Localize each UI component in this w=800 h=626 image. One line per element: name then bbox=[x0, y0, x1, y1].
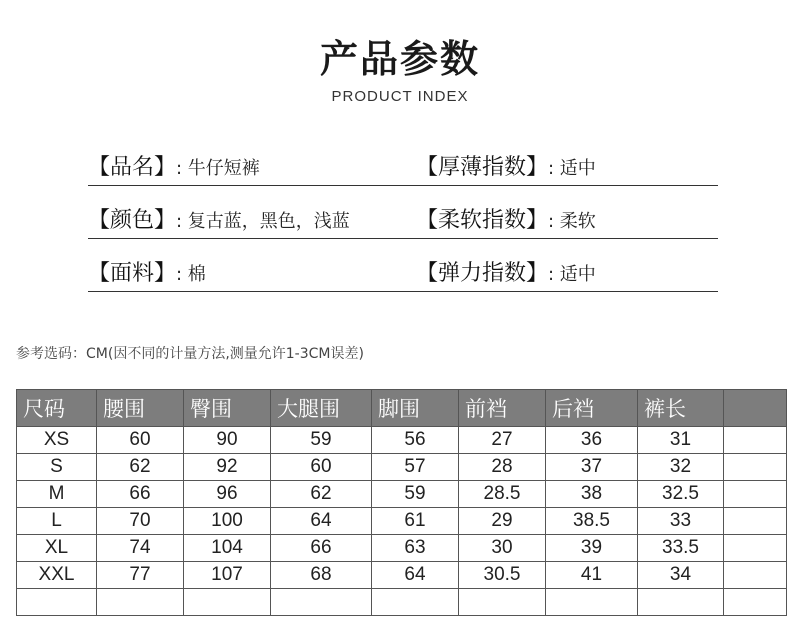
table-cell bbox=[546, 589, 638, 616]
table-cell: 92 bbox=[184, 454, 271, 481]
table-cell: XXL bbox=[17, 562, 97, 589]
table-cell: 96 bbox=[184, 481, 271, 508]
table-cell bbox=[724, 589, 787, 616]
table-cell: 66 bbox=[97, 481, 184, 508]
param-row bbox=[88, 146, 718, 186]
table-cell: 57 bbox=[372, 454, 459, 481]
column-header: 腰围 bbox=[97, 390, 184, 427]
table-cell: 33.5 bbox=[638, 535, 724, 562]
table-cell: 68 bbox=[271, 562, 372, 589]
table-cell: 36 bbox=[546, 427, 638, 454]
table-cell: XS bbox=[17, 427, 97, 454]
table-cell: 63 bbox=[372, 535, 459, 562]
table-cell bbox=[724, 481, 787, 508]
table-cell bbox=[184, 589, 271, 616]
param-label: 【颜色】 bbox=[88, 208, 177, 233]
param-label: 【面料】 bbox=[88, 261, 177, 286]
table-cell: XL bbox=[17, 535, 97, 562]
column-header: 大腿围 bbox=[271, 390, 372, 427]
table-cell bbox=[372, 589, 459, 616]
page-subtitle: PRODUCT INDEX bbox=[331, 88, 469, 105]
table-row bbox=[17, 589, 787, 616]
size-note: 参考选码：CM(因不同的计量方法,测量允许1-3CM误差) bbox=[16, 346, 364, 362]
table-cell: 32 bbox=[638, 454, 724, 481]
table-cell: 64 bbox=[372, 562, 459, 589]
table-cell: 60 bbox=[97, 427, 184, 454]
column-header: 前裆 bbox=[459, 390, 546, 427]
param-value: : 棉 bbox=[176, 264, 206, 285]
column-header bbox=[724, 390, 787, 427]
param-thickness bbox=[416, 150, 596, 181]
param-value: : 适中 bbox=[548, 264, 596, 285]
table-row bbox=[17, 562, 787, 589]
table-cell: 38.5 bbox=[546, 508, 638, 535]
table-row bbox=[17, 481, 787, 508]
size-table bbox=[16, 389, 787, 616]
param-value: : 复古蓝，黑色，浅蓝 bbox=[176, 211, 350, 232]
table-cell: 59 bbox=[372, 481, 459, 508]
param-label: 【品名】 bbox=[88, 155, 177, 180]
table-cell: 59 bbox=[271, 427, 372, 454]
table-cell: 64 bbox=[271, 508, 372, 535]
table-cell: 30.5 bbox=[459, 562, 546, 589]
table-cell bbox=[724, 508, 787, 535]
table-cell: 104 bbox=[184, 535, 271, 562]
table-cell: 66 bbox=[271, 535, 372, 562]
param-value: : 适中 bbox=[548, 158, 596, 179]
table-cell bbox=[17, 589, 97, 616]
table-cell bbox=[97, 589, 184, 616]
table-cell bbox=[724, 427, 787, 454]
table-cell: 77 bbox=[97, 562, 184, 589]
product-params bbox=[88, 146, 718, 305]
table-cell: 33 bbox=[638, 508, 724, 535]
param-label: 【厚薄指数】 bbox=[416, 155, 549, 180]
table-cell: 56 bbox=[372, 427, 459, 454]
table-cell: 27 bbox=[459, 427, 546, 454]
table-row bbox=[17, 427, 787, 454]
table-cell: 62 bbox=[97, 454, 184, 481]
table-cell: 28.5 bbox=[459, 481, 546, 508]
table-cell bbox=[271, 589, 372, 616]
size-table-header bbox=[17, 390, 787, 427]
table-cell: 28 bbox=[459, 454, 546, 481]
table-cell: 60 bbox=[271, 454, 372, 481]
size-table-body bbox=[17, 427, 787, 616]
table-cell: 62 bbox=[271, 481, 372, 508]
column-header: 脚围 bbox=[372, 390, 459, 427]
table-cell: 34 bbox=[638, 562, 724, 589]
param-value: : 柔软 bbox=[548, 211, 596, 232]
table-cell: 107 bbox=[184, 562, 271, 589]
param-softness bbox=[416, 203, 596, 234]
table-cell: 61 bbox=[372, 508, 459, 535]
table-cell: 100 bbox=[184, 508, 271, 535]
table-cell: 41 bbox=[546, 562, 638, 589]
table-cell bbox=[724, 454, 787, 481]
table-cell bbox=[724, 562, 787, 589]
column-header: 臀围 bbox=[184, 390, 271, 427]
table-cell: S bbox=[17, 454, 97, 481]
param-label: 【弹力指数】 bbox=[416, 261, 549, 286]
table-cell: 29 bbox=[459, 508, 546, 535]
table-cell: 38 bbox=[546, 481, 638, 508]
param-color bbox=[88, 203, 416, 234]
table-cell: 39 bbox=[546, 535, 638, 562]
table-cell: L bbox=[17, 508, 97, 535]
table-row bbox=[17, 535, 787, 562]
column-header: 尺码 bbox=[17, 390, 97, 427]
column-header: 后裆 bbox=[546, 390, 638, 427]
table-cell bbox=[724, 535, 787, 562]
column-header: 裤长 bbox=[638, 390, 724, 427]
param-row bbox=[88, 252, 718, 292]
param-name bbox=[88, 150, 416, 181]
table-cell: 70 bbox=[97, 508, 184, 535]
table-cell: 90 bbox=[184, 427, 271, 454]
table-cell: 37 bbox=[546, 454, 638, 481]
page-title: 产品参数 bbox=[319, 37, 480, 81]
param-value: : 牛仔短裤 bbox=[176, 158, 260, 179]
table-row bbox=[17, 508, 787, 535]
table-header-row bbox=[17, 390, 787, 427]
table-row bbox=[17, 454, 787, 481]
table-cell: 74 bbox=[97, 535, 184, 562]
table-cell bbox=[638, 589, 724, 616]
param-elasticity bbox=[416, 256, 596, 287]
param-row bbox=[88, 199, 718, 239]
table-cell bbox=[459, 589, 546, 616]
table-cell: 32.5 bbox=[638, 481, 724, 508]
table-cell: 31 bbox=[638, 427, 724, 454]
table-cell: 30 bbox=[459, 535, 546, 562]
param-fabric bbox=[88, 256, 416, 287]
table-cell: M bbox=[17, 481, 97, 508]
param-label: 【柔软指数】 bbox=[416, 208, 549, 233]
